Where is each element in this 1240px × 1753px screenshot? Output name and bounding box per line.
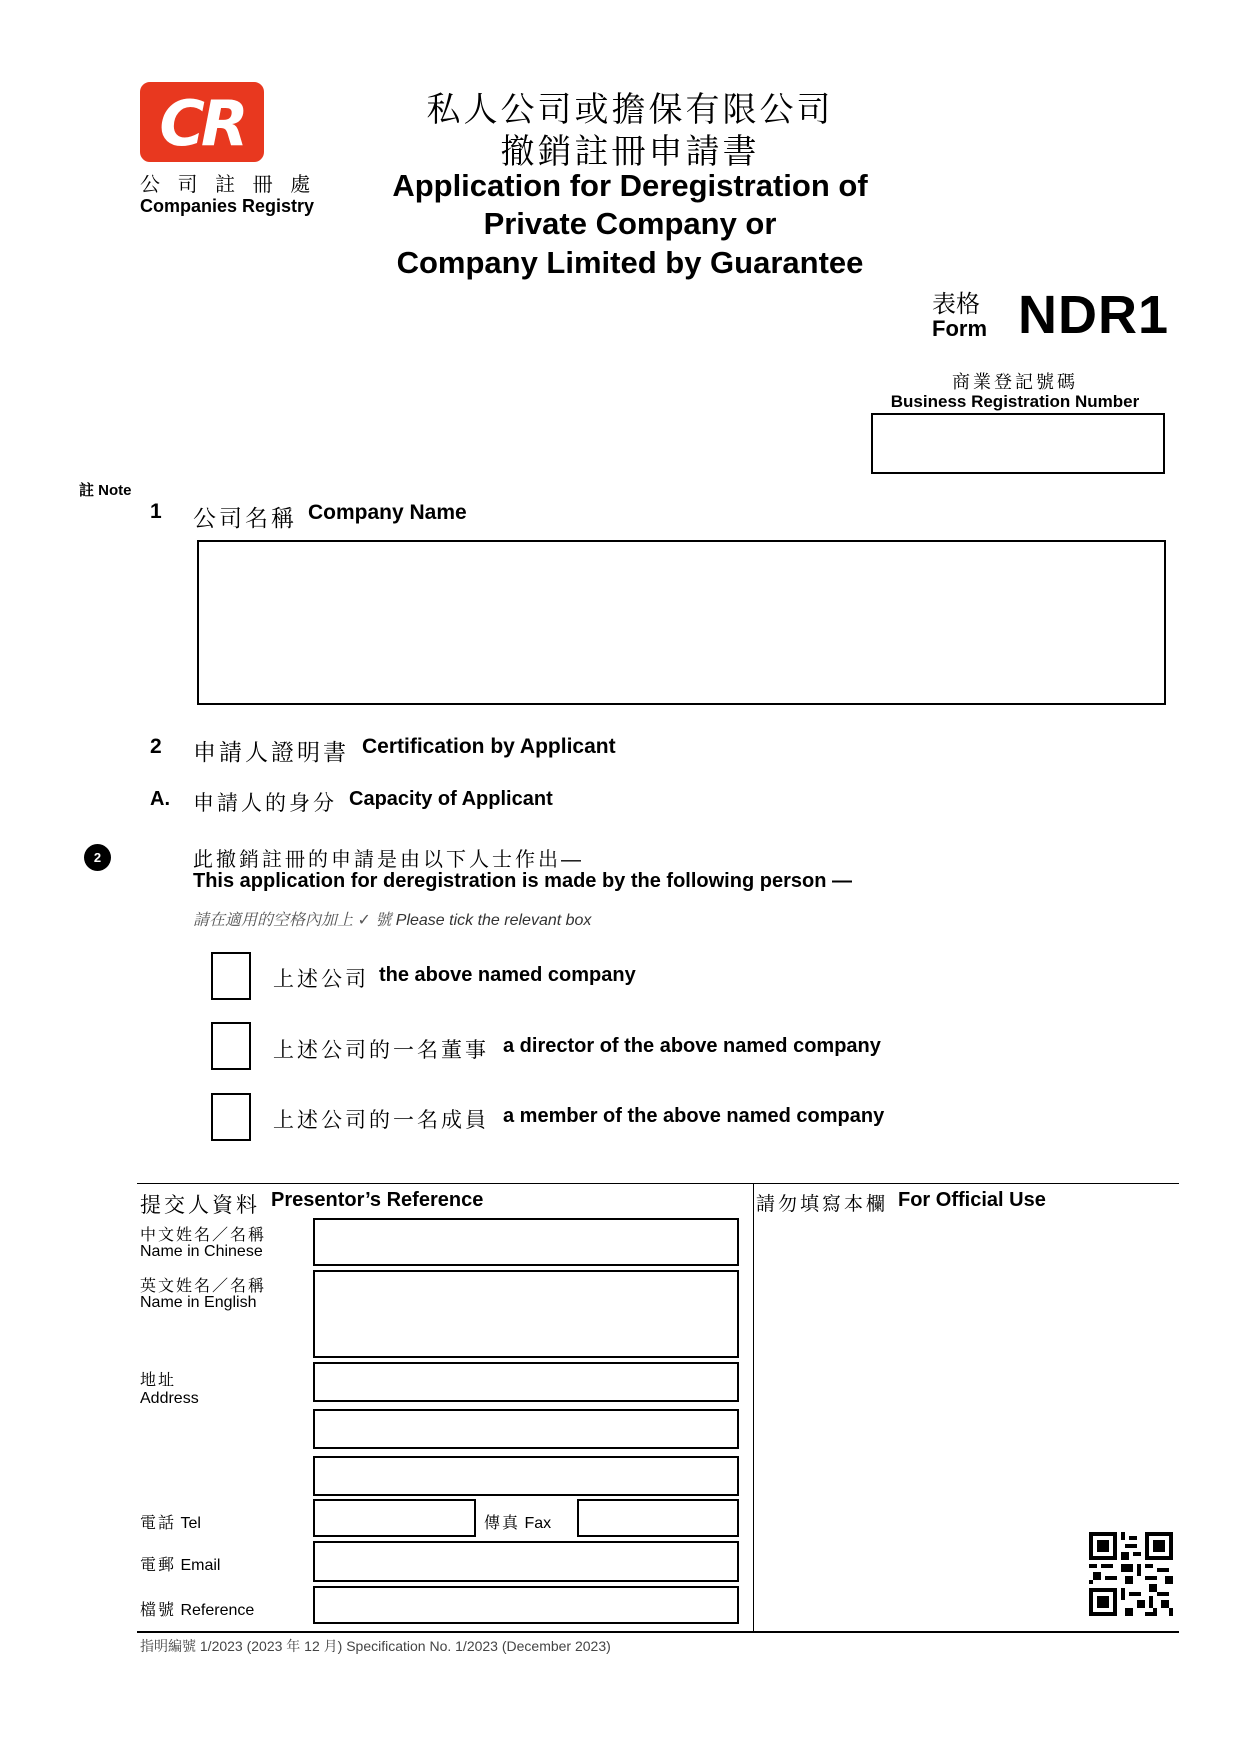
panel-divider — [753, 1183, 754, 1632]
registry-name-en: Companies Registry — [140, 196, 315, 216]
fax-input[interactable] — [577, 1499, 739, 1537]
reference-label-en: Reference — [180, 1602, 255, 1619]
company-name-input[interactable] — [197, 540, 1166, 705]
title-en-line-1: Application for Deregistration of — [392, 168, 868, 203]
option-member-checkbox[interactable] — [211, 1093, 251, 1141]
option-director-label-zh: 上述公司的一名董事 — [273, 1039, 489, 1062]
panel-top-rule — [137, 1183, 1179, 1184]
option-member-label-en: a member of the above named company — [503, 1105, 885, 1127]
email-label-en: Email — [180, 1557, 221, 1574]
section-2-title-en: Certification by Applicant — [362, 735, 616, 758]
name-chinese-label-en: Name in Chinese — [140, 1243, 263, 1260]
tick-instruction-en: Please tick the relevant box — [395, 912, 592, 929]
qr-code-icon — [1089, 1532, 1173, 1616]
address-label-en: Address — [140, 1390, 199, 1407]
reference-label — [140, 1597, 254, 1620]
address-input-line-1[interactable] — [313, 1362, 739, 1402]
tel-input[interactable] — [313, 1499, 476, 1537]
name-english-input[interactable] — [313, 1270, 739, 1358]
presentor-title-en: Presentor’s Reference — [271, 1189, 484, 1211]
title-zh-line-2: 撤銷註冊申請書 — [500, 133, 760, 171]
tick-instruction — [193, 907, 591, 930]
section-1-number: 1 — [150, 500, 162, 523]
tel-label-zh: 電話 — [140, 1515, 177, 1532]
form-label-en: Form — [932, 316, 987, 341]
official-use-title-zh: 請勿填寫本欄 — [756, 1194, 889, 1215]
email-label — [140, 1552, 220, 1575]
address-input-line-3[interactable] — [313, 1456, 739, 1496]
section-2-title-zh: 申請人證明書 — [193, 739, 349, 765]
name-english-label-zh: 英文姓名／名稱 — [140, 1278, 267, 1295]
reference-input[interactable] — [313, 1586, 739, 1624]
registry-name-zh: 公 司 註 冊 處 — [140, 174, 317, 196]
option-director-checkbox[interactable] — [211, 1022, 251, 1070]
note-column-label: 註 Note — [79, 482, 132, 499]
title-en-line-3: Company Limited by Guarantee — [396, 245, 864, 280]
option-member-label-zh: 上述公司的一名成員 — [273, 1109, 489, 1132]
reference-label-zh: 檔號 — [140, 1602, 177, 1619]
panel-bottom-rule — [137, 1631, 1179, 1633]
statement-en: This application for deregistration is made by the following person — — [193, 870, 852, 892]
specification-footer: 指明編號 1/2023 (2023 年 12 月) Specification No. 1/2023 (December 2023) — [140, 1638, 611, 1654]
option-director-label-en: a director of the above named company — [503, 1035, 881, 1057]
email-label-zh: 電郵 — [140, 1557, 177, 1574]
brn-label-en: Business Registration Number — [890, 392, 1140, 411]
subsection-a-title-zh: 申請人的身分 — [193, 792, 337, 815]
name-chinese-input[interactable] — [313, 1218, 739, 1266]
official-use-title-en: For Official Use — [898, 1189, 1046, 1211]
brn-label-zh: 商業登記號碼 — [952, 372, 1078, 392]
subsection-a-letter: A. — [150, 788, 170, 810]
name-chinese-label-zh: 中文姓名／名稱 — [140, 1227, 267, 1244]
address-label-zh: 地址 — [140, 1372, 177, 1389]
section-2-number: 2 — [150, 735, 162, 758]
form-code: NDR1 — [1018, 285, 1170, 345]
brn-input[interactable] — [871, 413, 1165, 474]
option-company-label-zh: 上述公司 — [273, 968, 369, 991]
tel-label-en: Tel — [180, 1515, 201, 1532]
option-company-label-en: the above named company — [379, 964, 636, 986]
statement-zh: 此撤銷註冊的申請是由以下人士作出— — [193, 849, 584, 871]
option-company-checkbox[interactable] — [211, 952, 251, 1000]
title-en-line-2: Private Company or — [483, 206, 777, 241]
companies-registry-logo — [140, 82, 264, 162]
email-input[interactable] — [313, 1541, 739, 1582]
section-1-title-zh: 公司名稱 — [193, 505, 297, 531]
title-zh-line-1: 私人公司或擔保有限公司 — [426, 91, 834, 129]
tel-label — [140, 1510, 201, 1533]
logo-lettering: CR — [159, 87, 245, 160]
presentor-title-zh: 提交人資料 — [140, 1194, 260, 1217]
name-english-label-en: Name in English — [140, 1294, 257, 1311]
fax-label-en: Fax — [524, 1515, 552, 1532]
section-1-title-en: Company Name — [308, 501, 467, 524]
fax-label — [484, 1510, 551, 1533]
address-input-line-2[interactable] — [313, 1409, 739, 1449]
form-label-zh: 表格 — [932, 291, 980, 318]
subsection-a-title-en: Capacity of Applicant — [349, 788, 553, 810]
note-2-marker: 2 — [84, 844, 111, 871]
fax-label-zh: 傳真 — [484, 1515, 521, 1532]
tick-instruction-zh: 請在適用的空格內加上 ✓ 號 — [193, 912, 392, 929]
